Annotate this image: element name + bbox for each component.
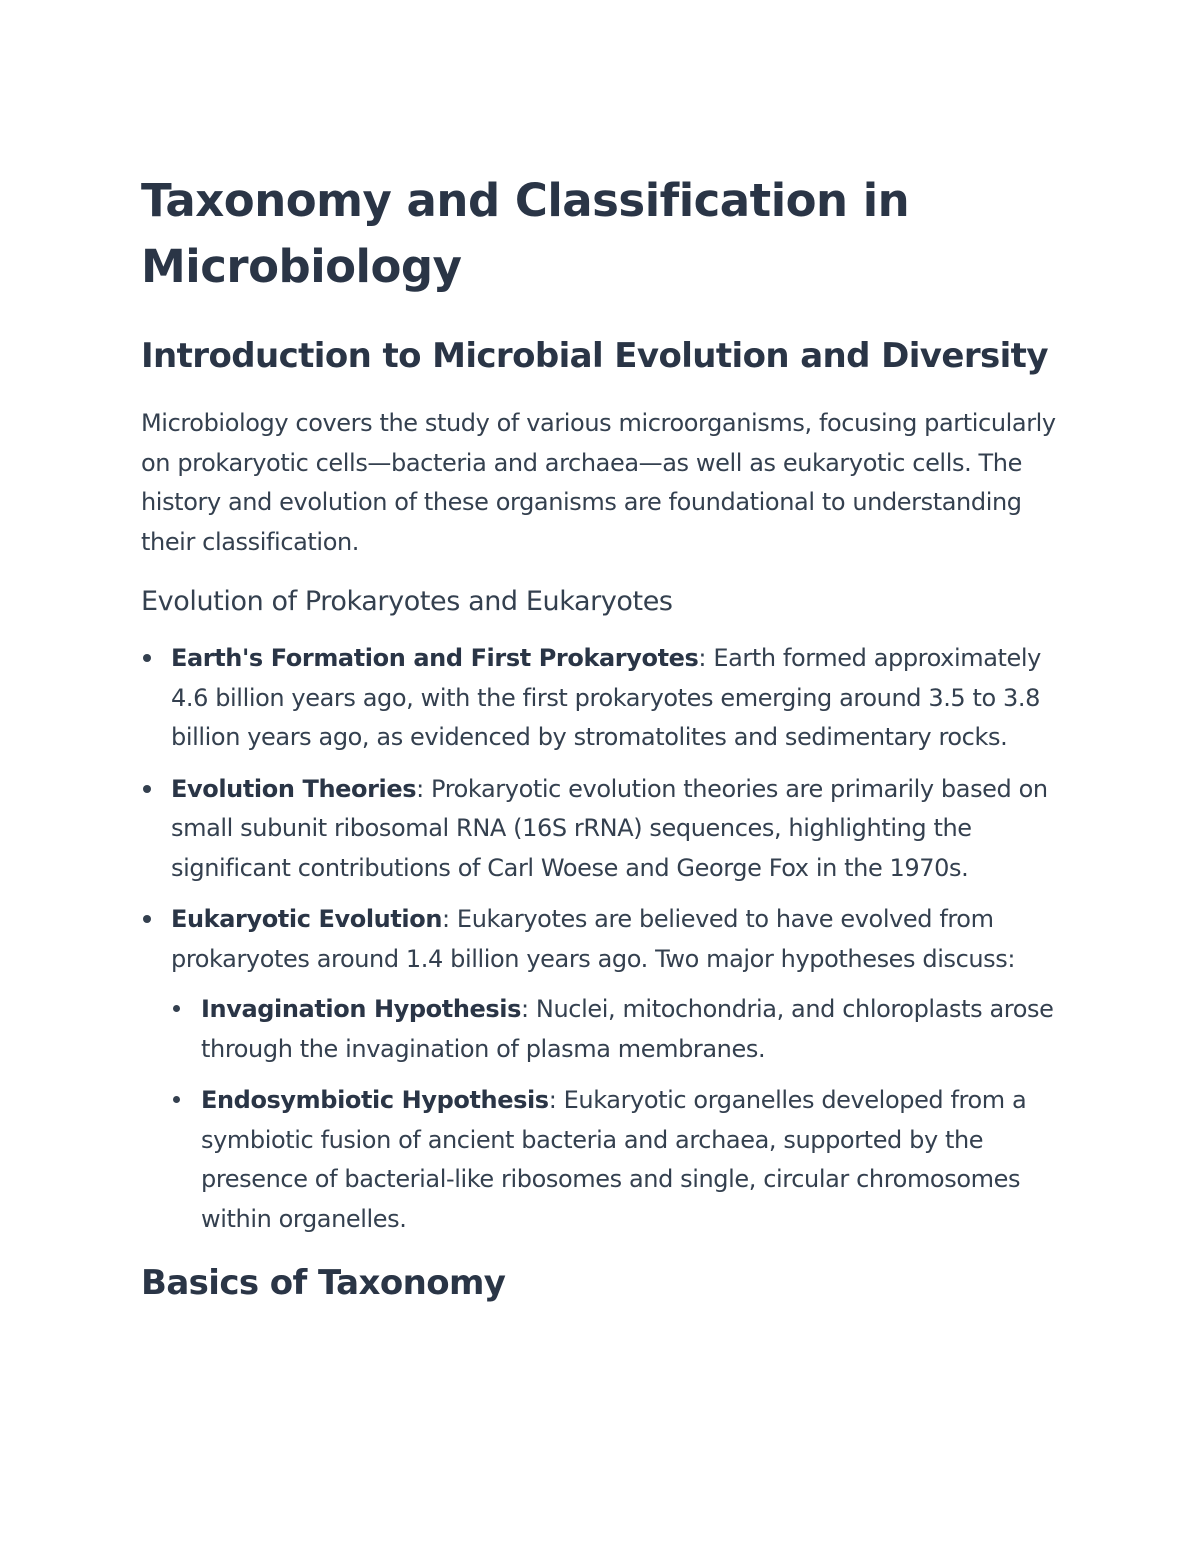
sublist-item-invagination bbox=[171, 990, 1061, 1069]
evolution-list bbox=[141, 639, 1061, 1239]
sublist-item-text: : Eukaryotic organelles developed from a symbiotic fusion of ancient bacteria and archaea, supported by the presence of bacterial-like ribosomes and single, circular chromosomes within organelles. bbox=[201, 1086, 1027, 1233]
bullet-icon bbox=[143, 915, 151, 923]
hypotheses-sublist bbox=[171, 990, 1061, 1239]
section-heading-intro: Introduction to Microbial Evolution and Diversity bbox=[141, 336, 1048, 376]
list-item-evolution-theories bbox=[141, 770, 1061, 889]
document-page bbox=[141, 168, 1061, 1305]
subsection-heading-evolution: Evolution of Prokaryotes and Eukaryotes bbox=[141, 586, 673, 617]
list-item-earth-formation bbox=[141, 639, 1061, 758]
page-title: Taxonomy and Classification in Microbiology bbox=[141, 174, 910, 293]
intro-paragraph: Microbiology covers the study of various microorganisms, focusing particularly on prokaryotic cells—bacteria and archaea—as well as eukaryotic cells. The history and evolution of these organisms are foundational to understanding their classification. bbox=[141, 409, 1056, 556]
list-item-term: Earth's Formation and First Prokaryotes bbox=[171, 644, 699, 672]
bullet-icon bbox=[143, 785, 151, 793]
sublist-item-text: : Nuclei, mitochondria, and chloroplasts arose through the invagination of plasma membranes. bbox=[201, 995, 1054, 1063]
sublist-item-term: Invagination Hypothesis bbox=[201, 995, 522, 1023]
sublist-item-endosymbiotic bbox=[171, 1081, 1061, 1239]
list-item-term: Eukaryotic Evolution bbox=[171, 905, 443, 933]
section-heading-taxonomy: Basics of Taxonomy bbox=[141, 1263, 506, 1303]
bullet-icon bbox=[173, 1096, 180, 1103]
bullet-icon bbox=[143, 654, 151, 662]
list-item-text: : Eukaryotes are believed to have evolved from prokaryotes around 1.4 billion years ago. Two major hypotheses discuss: bbox=[171, 905, 1016, 973]
list-item-text: : Earth formed approximately 4.6 billion years ago, with the first prokaryotes emerging around 3.5 to 3.8 billion years ago, as evidenced by stromatolites and sedimentary rocks. bbox=[171, 644, 1041, 751]
list-item-text: : Prokaryotic evolution theories are primarily based on small subunit ribosomal RNA (16S rRNA) sequences, highlighting the significant contributions of Carl Woese and George Fox in the 1970s. bbox=[171, 774, 1048, 882]
bullet-icon bbox=[173, 1005, 180, 1012]
list-item-term: Evolution Theories bbox=[171, 774, 417, 803]
sublist-item-term: Endosymbiotic Hypothesis bbox=[201, 1086, 549, 1114]
list-item-eukaryotic-evolution bbox=[141, 900, 1061, 1239]
